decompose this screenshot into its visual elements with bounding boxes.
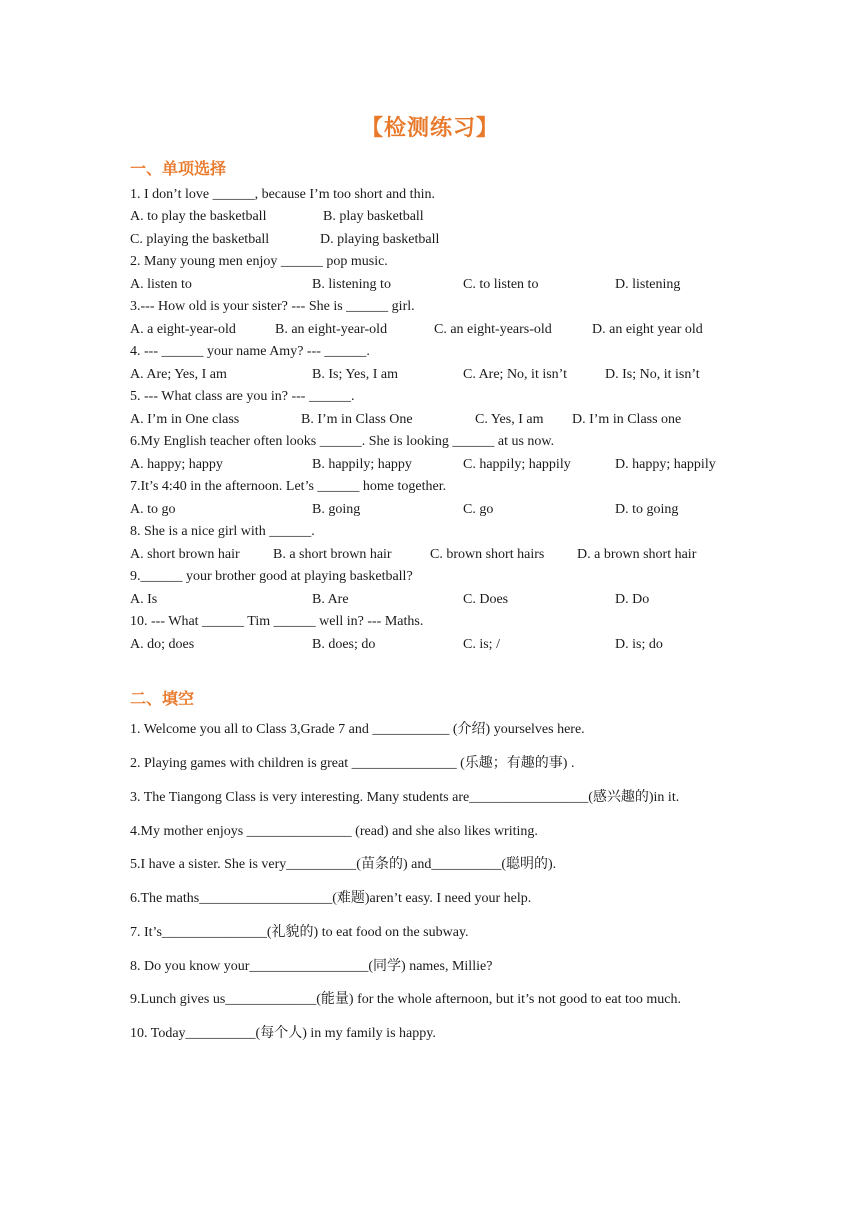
question-stem: 1. I don’t love ______, because I’m too short and thin. [130,187,435,202]
fill-in-item: 4.My mother enjoys _______________ (read) and she also likes writing. [130,824,538,839]
option: A. to go [130,502,176,517]
option: D. is; do [615,637,663,652]
question-stem: 6.My English teacher often looks ______. She is looking ______ at us now. [130,434,555,449]
option: B. going [312,502,361,517]
fill-in-item: 6.The maths___________________(难题)aren’t easy. I need your help. [130,891,532,906]
option: D. Is; No, it isn’t [605,367,700,382]
option: C. Are; No, it isn’t [463,367,567,382]
option: D. an eight year old [592,322,703,337]
option: C. to listen to [463,277,539,292]
section-heading-multiple-choice: 一、单项选择 [130,159,227,178]
option: A. do; does [130,637,195,652]
option: D. to going [615,502,679,517]
option: A. listen to [130,277,192,292]
option: A. a eight-year-old [130,322,236,337]
option-row [130,230,750,250]
option: A. Is [130,592,158,607]
option: C. is; / [463,637,500,652]
option: D. happy; happily [615,457,716,472]
option: D. listening [615,277,681,292]
option: B. Are [312,592,349,607]
option: A. short brown hair [130,547,240,562]
fill-in-item: 1. Welcome you all to Class 3,Grade 7 and ___________ (介绍) yourselves here. [130,722,585,737]
option: B. listening to [312,277,391,292]
option-row [130,320,750,340]
section-heading-fill-in: 二、填空 [130,689,195,708]
fill-in-item: 3. The Tiangong Class is very interesting. Many students are_________________(感兴趣的)in it. [130,790,680,805]
option: D. playing basketball [320,232,440,247]
fill-in-item: 9.Lunch gives us_____________(能量) for the whole afternoon, but it’s not good to eat too much. [130,992,681,1007]
question-stem: 5. --- What class are you in? --- ______. [130,389,355,404]
fill-in-item: 2. Playing games with children is great _______________ (乐趣；有趣的事) . [130,756,575,771]
option: A. Are; Yes, I am [130,367,227,382]
option: B. does; do [312,637,376,652]
question-stem: 10. --- What ______ Tim ______ well in? --- Maths. [130,614,424,629]
fill-in-item: 7. It’s_______________(礼貌的) to eat food on the subway. [130,925,469,940]
option-row [130,275,750,295]
option: B. a short brown hair [273,547,392,562]
option: C. go [463,502,494,517]
option-row [130,545,750,565]
question-stem: 4. --- ______ your name Amy? --- ______. [130,344,370,359]
fill-in-item: 8. Do you know your_________________(同学) names, Millie? [130,959,493,974]
question-stem: 8. She is a nice girl with ______. [130,524,315,539]
option: C. brown short hairs [430,547,545,562]
question-stem: 7.It’s 4:40 in the afternoon. Let’s ______ home together. [130,479,447,494]
option: A. happy; happy [130,457,223,472]
question-stem: 3.--- How old is your sister? --- She is ______ girl. [130,299,415,314]
option-row [130,410,750,430]
option: D. I’m in Class one [572,412,682,427]
option: B. play basketball [323,209,424,224]
option: C. happily; happily [463,457,571,472]
option: A. to play the basketball [130,209,267,224]
page-title: 【检测练习】 [360,116,499,141]
option: C. Does [463,592,509,607]
option-row [130,365,750,385]
option-row [130,455,750,475]
option: B. an eight-year-old [275,322,388,337]
option-row [130,635,750,655]
question-stem: 2. Many young men enjoy ______ pop music. [130,254,388,269]
option: A. I’m in One class [130,412,240,427]
option: C. playing the basketball [130,232,270,247]
option: D. a brown short hair [577,547,697,562]
option-row [130,500,750,520]
option: D. Do [615,592,650,607]
option: B. I’m in Class One [301,412,413,427]
fill-in-item: 5.I have a sister. She is very__________(苗条的) and__________(聪明的). [130,857,557,872]
option: C. an eight-years-old [434,322,552,337]
option-row [130,207,750,227]
option: B. Is; Yes, I am [312,367,398,382]
option: C. Yes, I am [475,412,544,427]
option-row [130,590,750,610]
option: B. happily; happy [312,457,412,472]
fill-in-item: 10. Today__________(每个人) in my family is happy. [130,1026,436,1041]
question-stem: 9.______ your brother good at playing basketball? [130,569,413,584]
